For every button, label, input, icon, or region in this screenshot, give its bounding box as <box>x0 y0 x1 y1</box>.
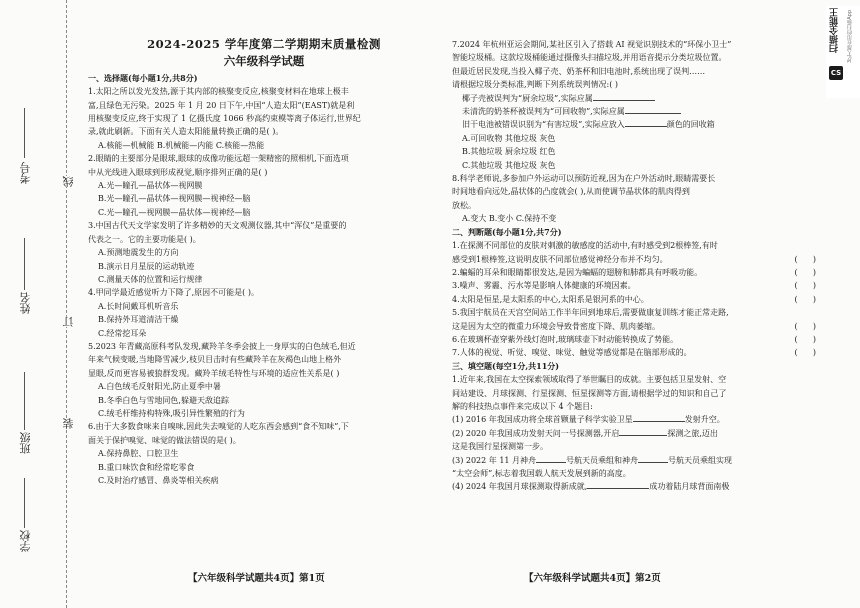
question-line: 4.太阳是恒星,是太阳系的中心,太阳系是银河系的中心。 ( ) <box>452 293 816 306</box>
question-line: 6.在玻璃杯壶穿紫外线灯泡时,玻璃球壶下时动能转换成了势能。 ( ) <box>452 333 816 346</box>
option-line: A.保持鼻腔、口腔卫生 <box>98 449 179 459</box>
fill-line: (1) 2016 年我国成功将全球首颗量子科学实验卫星 发射升空。 <box>452 415 725 425</box>
page-footer-right: 【六年级科学试题共4页】第2页 <box>524 573 661 584</box>
exam-no-label: 考号 <box>19 162 32 184</box>
answer-blank <box>587 488 649 489</box>
section-judge-heading: 二、判断题(每小题1分,共7分) <box>452 226 562 237</box>
question-line: 这是我国行星探测第一步。 <box>452 442 548 452</box>
class-label: 班级 <box>19 432 32 454</box>
left-page <box>88 38 440 487</box>
answer-blank <box>593 100 655 101</box>
option-line: C.测量天体的位置和运行规律 <box>98 274 203 284</box>
fill-line: (4) 2024 年我国月球探测取得新成就, 成功着陆月球背面南极 <box>452 482 730 492</box>
option-line: C.经常挖耳朵 <box>98 328 147 338</box>
option-line: A.核能—机械能 B.机械能—内能 C.核能—热能 <box>98 140 265 150</box>
question-line: 解的科技热点事件来完成以下 4 个题目: <box>452 401 593 411</box>
question-line: 录,就此刷新。下面有关人造太阳能量转换正确的是( )。 <box>88 127 284 137</box>
exam-no-blank <box>24 108 25 158</box>
option-line: B.保持外耳道清洁干燥 <box>98 315 179 325</box>
scanner-tagline: 3亿人都在用的扫描App <box>847 10 853 63</box>
option-line: A.光—瞳孔—晶状体—视网膜 <box>98 181 203 191</box>
answer-blank <box>633 421 685 422</box>
question-line: 显眼,反而更容易被狼群发现。藏羚羊绒毛特性与环境的适应性关系是( ) <box>88 368 340 378</box>
binding-mark-bind: 装 <box>62 418 75 429</box>
question-line: “太空会师”,标志着我国载人航天发展到新的高度。 <box>452 469 631 478</box>
question-line: 1.太阳之所以发光发热,源于其内部的核聚变反应,核聚变材料在地球上极丰 <box>88 87 349 97</box>
answer-blank <box>638 462 668 463</box>
question-line: 面关于保护嗅觉、味觉的做法错误的是( )。 <box>88 435 241 445</box>
answer-parens: ( ) <box>794 334 816 344</box>
question-line: 3.中国古代天文学家发明了许多精妙的天文观测仪器,其中“浑仪”是重要的 <box>88 221 347 231</box>
question-line: 代表之一。它的主要功能是( )。 <box>88 234 201 244</box>
option-line: C.其他垃圾 其他垃圾 灰色 <box>462 160 556 170</box>
answer-blank <box>619 435 667 436</box>
answer-parens: ( ) <box>794 348 816 358</box>
question-line: 用核聚变反应,终于实现了 1 亿摄氏度 1066 秒高约束模等离子体运行,世界纪 <box>88 114 361 124</box>
binding-mark-line: 线 <box>62 176 75 187</box>
option-line: B.冬季白色与雪地同色,躲避天敌追踪 <box>98 395 229 405</box>
fill-line: (3) 2022 年 11 月神舟 号航天员乘组和神舟 号航天员乘组实现 <box>452 455 733 465</box>
fill-line <box>452 92 816 105</box>
question-line: 6.由于大多数食味来自嗅味,因此失去嗅觉的人吃东西会感到“食不知味”,下 <box>88 422 349 432</box>
fill-suffix: 颜色的回收箱 <box>666 120 715 130</box>
fill-line <box>452 105 816 118</box>
answer-blank <box>625 126 667 127</box>
answer-parens: ( ) <box>794 267 816 277</box>
question-line: 5.2023 年青藏高原科考队发现,藏羚羊冬季会披上一身厚实的白色绒毛,但近 <box>88 341 356 351</box>
question-line: 7.2024 年杭州亚运会期间,某社区引入了搭载 AI 视觉识别技术的“环保小卫士” <box>452 40 732 49</box>
class-blank <box>24 372 25 430</box>
question-line: 2.眼睛的主要部分是眼球,眼球的成像功能远超一架精密的照相机,下面选项 <box>88 154 349 164</box>
option-line: C.绒毛杆维持构特殊,吸引异性繁殖的行为 <box>98 408 245 418</box>
option-line: B.光—瞳孔—晶状体—视网膜—视神经—脑 <box>98 194 251 204</box>
option-line: A.可回收物 其他垃圾 灰色 <box>462 133 556 143</box>
question-line: 这是因为太空的微重力环境会导致骨密度下降、肌肉萎缩。 ( ) <box>452 320 816 333</box>
scanner-watermark <box>826 6 860 98</box>
option-line: C.及时治疗感冒、鼻炎等相关疾病 <box>98 476 219 485</box>
question-line: 5.我国宇航员在天宫空间站工作半年回到地球后,需要做康复训练才能正常走路, <box>452 308 729 318</box>
option-line: B.重口味饮食和经常吃零食 <box>98 462 195 472</box>
answer-blank <box>625 113 681 114</box>
option-line: A.长时间戴耳机听音乐 <box>98 301 179 311</box>
question-line: 感受到1根棒签,这说明皮肤不同部位感觉神经分布并不均匀。 ( ) <box>452 253 816 266</box>
answer-parens: ( ) <box>794 321 816 331</box>
answer-parens: ( ) <box>794 294 816 304</box>
school-label: 学校 <box>19 530 32 552</box>
question-line: 8.科学老师说,多参加户外运动可以预防近视,因为在户外活动时,眼睛需要长 <box>452 174 716 184</box>
binding-mark-staple: 订 <box>62 316 75 327</box>
question-line: 1.近年来,我国在太空探索领域取得了举世瞩目的成就。主要包括卫星发射、空 <box>452 375 727 385</box>
answer-blank <box>536 462 566 463</box>
question-line: 放松。 <box>452 200 476 210</box>
option-line: B.演示日月星辰的运动轨迹 <box>98 261 195 271</box>
page-footer-left: 【六年级科学试题共4页】第1页 <box>188 573 325 584</box>
binding-dashed-line <box>66 0 67 608</box>
answer-parens: ( ) <box>794 254 816 264</box>
fill-line: (2) 2020 年我国成功发射天问一号探测器,开启 探测之旅,迈出 <box>452 428 718 438</box>
fill-prompt: 椰子壳被误判为“厨余垃圾”,实际应属 <box>462 93 593 103</box>
scanner-app-name: 扫描全能王 <box>830 8 840 53</box>
question-line: 但最近居民发现,当投入椰子壳、奶茶杯和旧电池时,系统出现了误判…… <box>452 66 706 76</box>
section-fill-heading: 三、填空题(每空1分,共11分) <box>452 360 560 371</box>
question-line: 智能垃圾桶。这款垃圾桶能通过摄像头扫描垃圾,并用语音提示分类垃圾位置。 <box>452 53 727 63</box>
question-line: 3.噪声、雾霾、污水等是影响人体健康的环境因素。 ( ) <box>452 279 816 292</box>
option-line: C.光—瞳孔—视网膜—晶状体—视神经—脑 <box>98 207 251 217</box>
exam-title: 2024-2025 学年度第二学期期末质量检测 <box>147 37 381 51</box>
option-line: A.白色绒毛反射阳光,防止夏季中暑 <box>98 382 221 392</box>
question-line: 富,且绿色无污染。2025 年 1 月 20 日下午,中国“人造太阳”(EAST)就是利 <box>88 100 355 110</box>
fill-prompt: 旧干电池被错误识别为“有害垃圾”,实际应放入 <box>462 120 625 130</box>
name-blank <box>24 238 25 290</box>
fill-line <box>452 118 816 131</box>
answer-parens: ( ) <box>794 281 816 291</box>
question-line: 间站建设、月球探测、行星探测、恒星探测等方面,请根据学过的知识和自己了 <box>452 388 727 398</box>
name-label: 姓名 <box>19 292 32 314</box>
question-line: 1.在探测不同部位的皮肤对刺激的敏感度的活动中,有时感受到2根棒签,有时 <box>452 241 718 251</box>
exam-subtitle: 六年级科学试题 <box>223 54 305 69</box>
right-page <box>452 38 816 494</box>
question-line: 中从光线进入眼球到形成视觉,顺序排列正确的是( ) <box>88 167 268 177</box>
question-line: 年来气候变暖,当地降雪减少,枝贝目击时有些藏羚羊在灰褐色山地上格外 <box>88 355 342 365</box>
scanner-logo-icon: CS <box>829 66 843 80</box>
question-line: 请根据垃圾分类标准,判断下列系统误判情况:( ) <box>452 80 619 90</box>
option-line: A.变大 B.变小 C.保持不变 <box>462 214 557 224</box>
option-line: B.其他垃圾 厨余垃圾 红色 <box>462 147 556 157</box>
question-line: 2.蝙蝠的耳朵和眼睛都很发达,是因为蝙蝠的翅膀和肺都具有呼吸功能。 ( ) <box>452 266 816 279</box>
section-choice-heading: 一、选择题(每小题1分,共8分) <box>88 72 198 83</box>
question-line: 时间地看向远处,晶状体的凸度就会( ),从而使调节晶状体的肌肉得到 <box>452 187 690 197</box>
question-line: 4.甲同学最近感觉听力下降了,原因不可能是( )。 <box>88 288 259 298</box>
question-line: 7.人体的视觉、听觉、嗅觉、味觉、触觉等感觉都是在脑部形成的。 ( ) <box>452 346 816 359</box>
option-line: A.预测地震发生的方向 <box>98 248 179 258</box>
school-blank <box>24 478 25 528</box>
fill-prompt: 未清洗的奶茶杯被误判为“可回收物”,实际应属 <box>462 107 625 117</box>
